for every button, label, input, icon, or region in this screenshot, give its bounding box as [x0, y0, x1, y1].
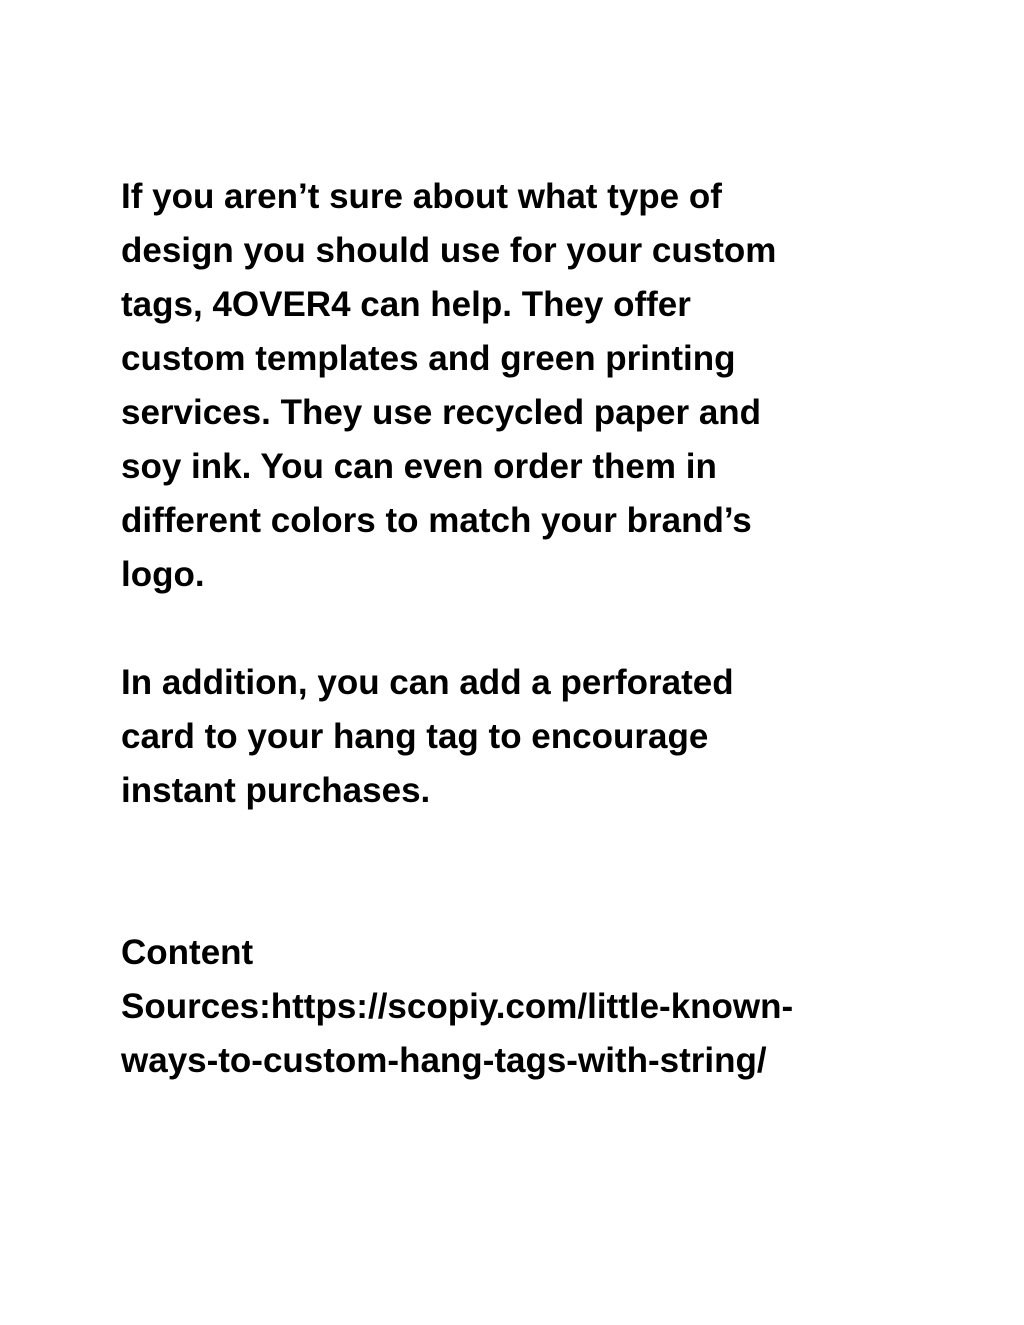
- paragraph-spacer: [121, 818, 901, 926]
- sources-link-line: Sources:https://scopiy.com/little-known-: [121, 987, 794, 1026]
- text-line: design you should use for your custom: [121, 231, 777, 270]
- text-line: In addition, you can add a perforated: [121, 663, 734, 702]
- text-line: tags, 4OVER4 can help. They offer: [121, 285, 691, 324]
- text-line: card to your hang tag to encourage: [121, 717, 709, 756]
- text-line: soy ink. You can even order them in: [121, 447, 717, 486]
- paragraph-spacer: [121, 602, 901, 656]
- text-line: If you aren’t sure about what type of: [121, 177, 722, 216]
- sources-label: Content: [121, 933, 254, 972]
- text-line: custom templates and green printing: [121, 339, 736, 378]
- content-sources: [121, 926, 901, 1088]
- text-line: services. They use recycled paper and: [121, 393, 762, 432]
- text-line: instant purchases.: [121, 771, 431, 810]
- text-line: logo.: [121, 555, 205, 594]
- paragraph-perforated-card: [121, 656, 901, 818]
- paragraph-design-help: [121, 170, 901, 602]
- document-body: [121, 170, 901, 1088]
- text-line: different colors to match your brand’s: [121, 501, 752, 540]
- sources-link-line: ways-to-custom-hang-tags-with-string/: [121, 1041, 767, 1080]
